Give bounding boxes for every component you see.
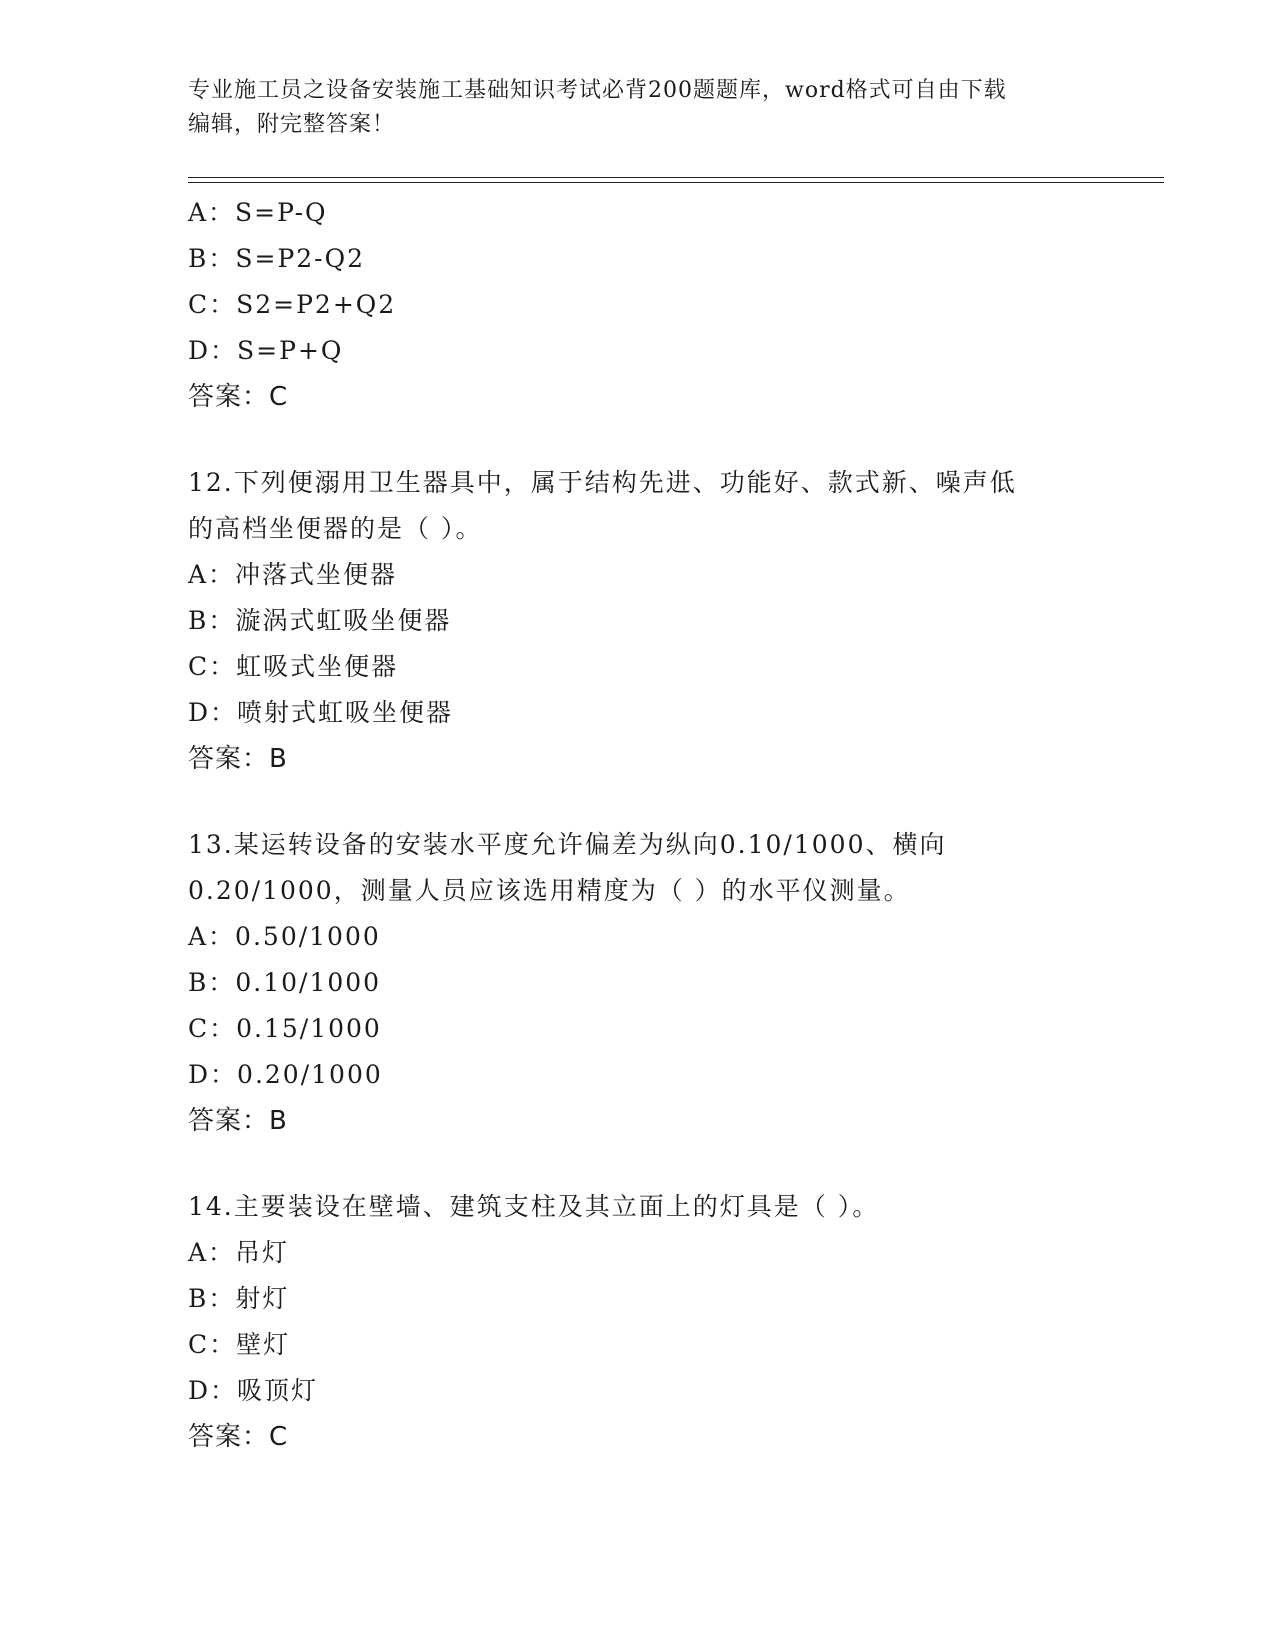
header-rule-bottom — [188, 182, 1164, 183]
option-a: A：0.50/1000 — [188, 922, 381, 951]
option-d: D：吸顶灯 — [188, 1376, 319, 1405]
spacer — [188, 420, 1148, 460]
question-text-line-2: 0.20/1000，测量人员应该选用精度为（ ）的水平仪测量。 — [188, 876, 911, 905]
option-b: B：0.10/1000 — [188, 968, 382, 997]
answer: 答案：C — [188, 382, 289, 412]
option-a: A：冲落式坐便器 — [188, 560, 398, 589]
header-rule-top — [188, 177, 1164, 178]
header-line-2: 编辑，附完整答案！ — [188, 112, 396, 137]
spacer — [188, 782, 1148, 822]
option-c: C：0.15/1000 — [188, 1014, 382, 1043]
option-a: A：S=P-Q — [188, 198, 328, 227]
question-text-line-1: 13.某运转设备的安装水平度允许偏差为纵向0.10/1000、横向 — [188, 830, 947, 859]
option-c: C：虹吸式坐便器 — [188, 652, 399, 681]
question-13 — [188, 822, 1148, 1144]
option-b: B：射灯 — [188, 1284, 290, 1313]
answer: 答案：B — [188, 1106, 288, 1136]
question-text-line-1: 12.下列便溺用卫生器具中，属于结构先进、功能好、款式新、噪声低 — [188, 468, 1017, 497]
option-b: B：S=P2-Q2 — [188, 244, 366, 273]
option-d: D：0.20/1000 — [188, 1060, 383, 1089]
spacer — [188, 1144, 1148, 1184]
question-text-line-2: 的高档坐便器的是（ ）。 — [188, 514, 483, 543]
header-line-1: 专业施工员之设备安装施工基础知识考试必背200题题库，word格式可自由下载 — [188, 78, 1007, 103]
answer: 答案：B — [188, 744, 288, 774]
option-d: D：喷射式虹吸坐便器 — [188, 698, 454, 727]
option-b: B：漩涡式虹吸坐便器 — [188, 606, 452, 635]
option-a: A：吊灯 — [188, 1238, 290, 1267]
question-12 — [188, 460, 1148, 782]
document-header — [188, 74, 1088, 142]
option-c: C：S2=P2+Q2 — [188, 290, 397, 319]
question-14 — [188, 1184, 1148, 1460]
question-list — [188, 190, 1148, 1460]
option-c: C：壁灯 — [188, 1330, 291, 1359]
option-d: D：S=P+Q — [188, 336, 344, 365]
answer: 答案：C — [188, 1422, 289, 1452]
question-11 — [188, 190, 1148, 420]
question-text-line-1: 14.主要装设在壁墙、建筑支柱及其立面上的灯具是（ ）。 — [188, 1192, 880, 1221]
